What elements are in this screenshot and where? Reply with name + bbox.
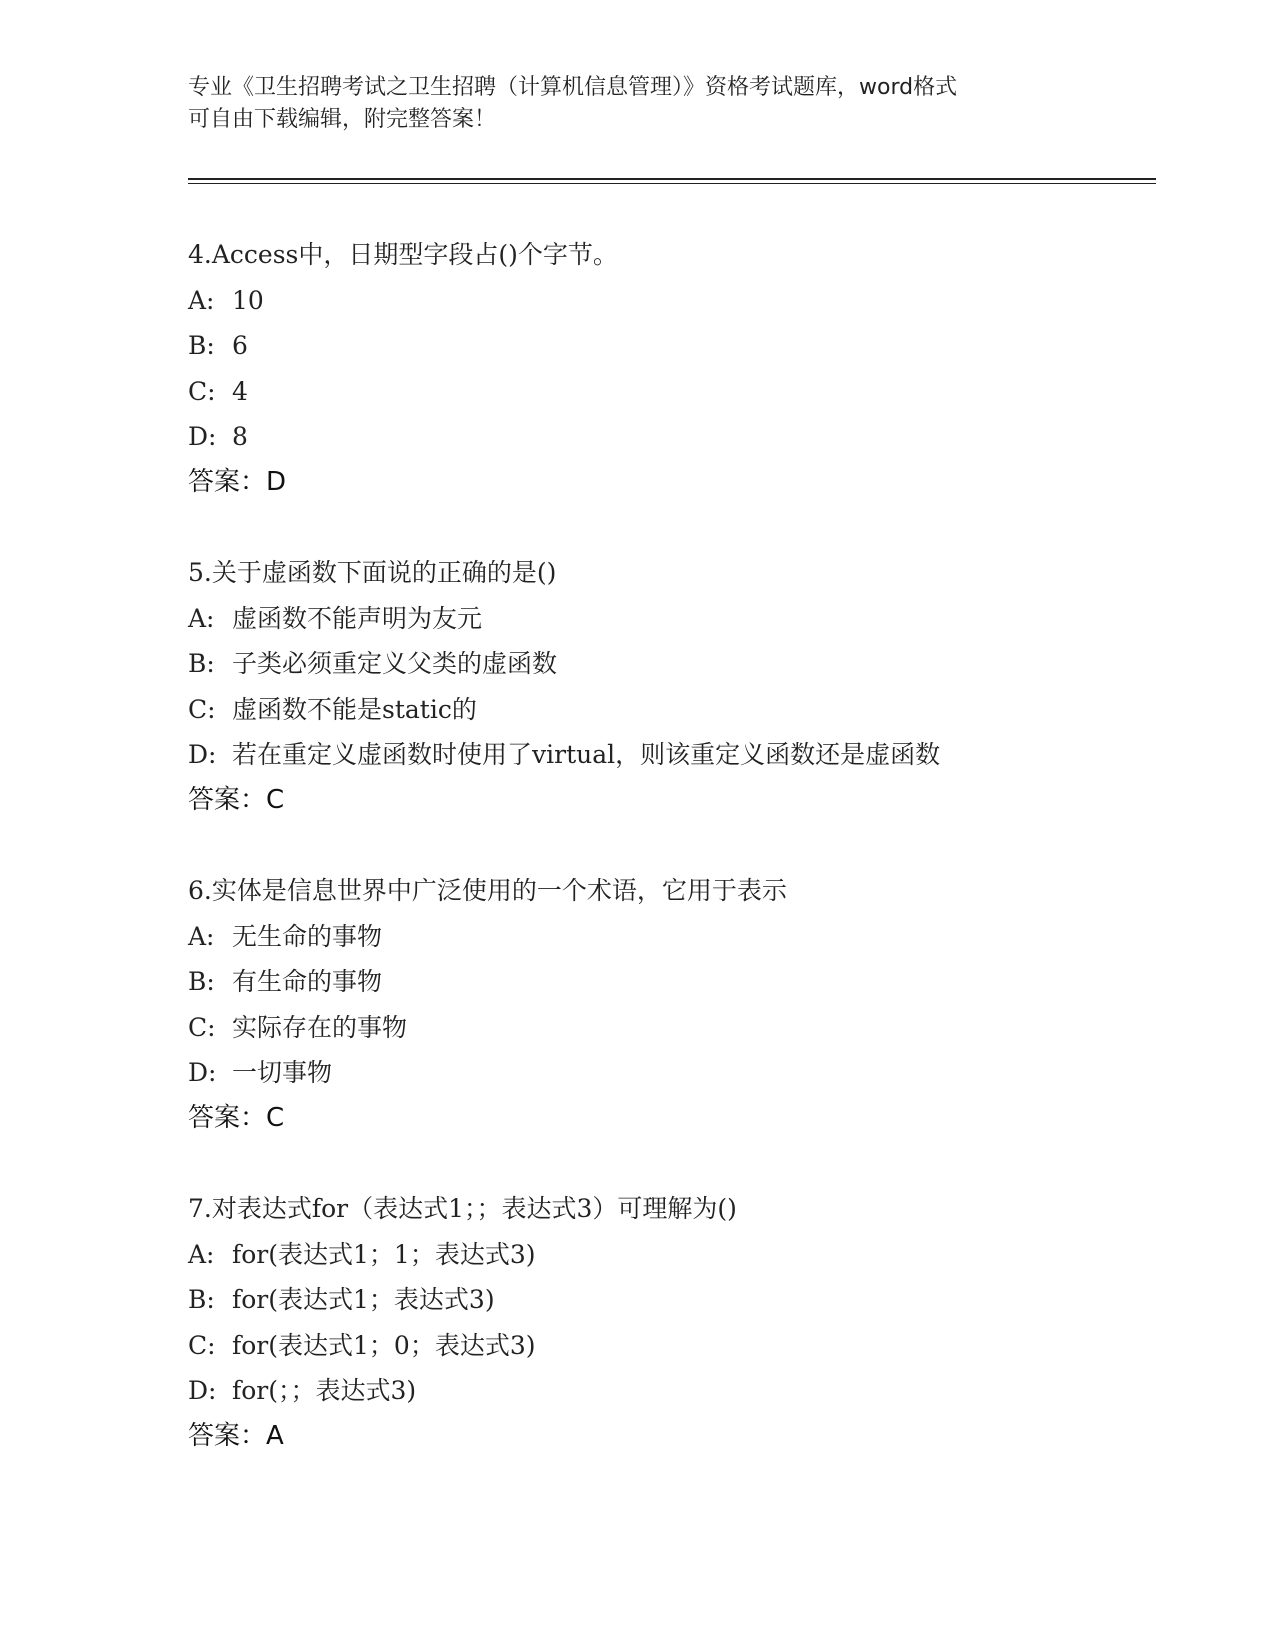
option-letter: C: (188, 694, 216, 724)
header-divider (188, 178, 1156, 180)
question-block (188, 1186, 1148, 1459)
option-c (188, 1323, 1148, 1369)
answer-line: 答案：D (188, 466, 287, 497)
option-letter: A: (188, 921, 215, 951)
question-text: 6.实体是信息世界中广泛使用的一个术语，它用于表示 (188, 876, 787, 905)
option-text: for(表达式1；1；表达式3) (232, 1239, 536, 1269)
answer-line: 答案：C (188, 784, 285, 815)
option-letter: B: (188, 649, 215, 678)
option-letter: A: (188, 603, 215, 633)
question-block (188, 868, 1148, 1141)
option-c (188, 369, 1148, 415)
option-a (188, 914, 1148, 960)
answer-line: 答案：A (188, 1420, 284, 1451)
answer-line: 答案：C (188, 1102, 285, 1133)
option-text: 10 (232, 285, 264, 315)
option-c (188, 687, 1148, 733)
question-text: 7.对表达式for（表达式1；；表达式3）可理解为() (188, 1194, 737, 1223)
option-a (188, 278, 1148, 324)
option-letter: C: (188, 1012, 216, 1042)
option-b (188, 641, 1148, 687)
option-text: 有生命的事物 (232, 967, 383, 996)
question-text: 5.关于虚函数下面说的正确的是() (188, 558, 557, 587)
option-letter: C: (188, 1330, 216, 1360)
option-text: 若在重定义虚函数时使用了virtual，则该重定义函数还是虚函数 (232, 740, 941, 769)
question-block (188, 232, 1148, 505)
option-letter: D: (188, 1376, 217, 1405)
option-text: 实际存在的事物 (232, 1012, 408, 1042)
option-text: 一切事物 (232, 1058, 333, 1087)
option-letter: A: (188, 285, 215, 315)
option-text: 8 (232, 422, 248, 451)
option-letter: D: (188, 422, 217, 451)
option-letter: C: (188, 376, 216, 406)
option-letter: D: (188, 1058, 217, 1087)
option-text: 6 (232, 331, 248, 360)
option-a (188, 596, 1148, 642)
question-block (188, 550, 1148, 823)
option-letter: D: (188, 740, 217, 769)
option-letter: A: (188, 1239, 215, 1269)
option-c (188, 1005, 1148, 1051)
header-line-2: 可自由下载编辑，附完整答案！ (188, 107, 497, 132)
option-b (188, 323, 1148, 369)
option-letter: B: (188, 1285, 215, 1314)
option-text: 子类必须重定义父类的虚函数 (232, 649, 558, 678)
option-d (188, 1368, 1148, 1414)
option-text: for(表达式1；表达式3) (232, 1285, 495, 1314)
question-text: 4.Access中，日期型字段占()个字节。 (188, 240, 618, 269)
option-text: for(表达式1；0；表达式3) (232, 1330, 536, 1360)
option-text: for(；；表达式3) (232, 1376, 417, 1405)
option-text: 4 (232, 376, 248, 406)
option-letter: B: (188, 331, 215, 360)
option-d (188, 1050, 1148, 1096)
option-text: 虚函数不能声明为友元 (232, 603, 483, 633)
option-d (188, 414, 1148, 460)
option-text: 虚函数不能是static的 (232, 694, 477, 724)
option-b (188, 1277, 1148, 1323)
header-divider-thin (188, 183, 1156, 184)
option-letter: B: (188, 967, 215, 996)
option-a (188, 1232, 1148, 1278)
option-d (188, 732, 1148, 778)
option-b (188, 959, 1148, 1005)
document-header (188, 72, 1088, 136)
option-text: 无生命的事物 (232, 921, 383, 951)
header-line-1: 专业《卫生招聘考试之卫生招聘（计算机信息管理）》资格考试题库，word格式 (188, 75, 958, 100)
